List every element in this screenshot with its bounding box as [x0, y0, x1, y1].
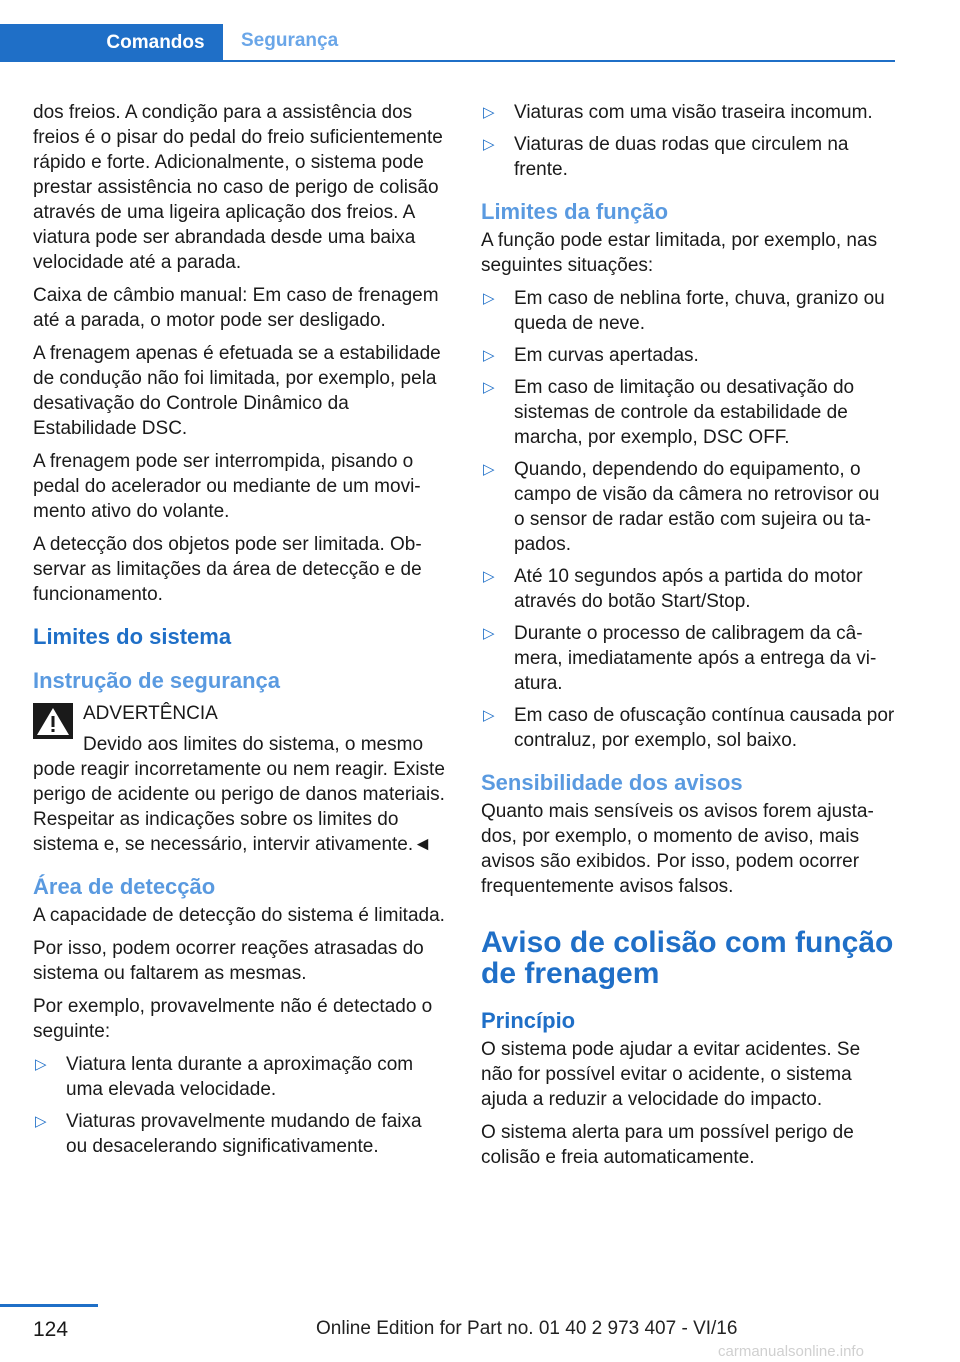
heading-principio: Princípio [481, 1008, 576, 1033]
list-item: ▷ Viatura lenta durante a aproximação com uma elevada velocidade. [35, 1054, 414, 1100]
list [33, 1052, 447, 1159]
triangle-bullet-icon: ▷ [483, 290, 495, 307]
list-item: ▷ Em caso de ofuscação contínua causada por contraluz, por exemplo, sol baixo. [483, 705, 895, 751]
heading-instrucao-de-seguranca: Instrução de segurança [33, 668, 280, 693]
triangle-bullet-icon: ▷ [35, 1056, 47, 1073]
list-item: ▷ Em curvas apertadas. [483, 345, 699, 366]
paragraph: A função pode estar limitada, por exemplo, nas seguintes situações: [481, 230, 878, 276]
page-header [0, 0, 895, 62]
list-item: ▷ Em caso de limitação ou desativação do sistemas de controle da estabilidade de marcha, por exemplo, DSC OFF. [483, 377, 855, 448]
list-item: ▷ Durante o processo de calibragem da câmera, imediatamente após a entrega da viatura. [483, 623, 877, 694]
triangle-bullet-icon: ▷ [483, 707, 495, 724]
paragraph: Caixa de câmbio manual: Em caso de frenagem até a parada, o motor pode ser desligado. [33, 285, 439, 331]
section-tab-seguranca: Segurança [241, 30, 339, 51]
list-item: ▷ Viaturas provavelmente mudando de faixa ou desacelerando significativamente. [35, 1111, 422, 1157]
paragraph: O sistema alerta para um possível perigo de colisão e freia automaticamente. [481, 1122, 854, 1168]
triangle-bullet-icon: ▷ [483, 625, 495, 642]
warning-title: ADVERTÊNCIA [83, 703, 218, 724]
paragraph: Por isso, podem ocorrer reações atrasadas do sistema ou faltarem as mesmas. [33, 938, 424, 984]
list-item: ▷ Viaturas com uma visão traseira incomum. [483, 102, 873, 123]
footer-rule [0, 1304, 98, 1307]
warning-text: Devido aos limites do sistema, o mesmo pode reagir incorretamente ou nem reagir. Existe perigo de acidente ou perigo de danos materiais. Respeitar as indicações sobre os limites do sistema e, se necessário, intervir ativamente.◄ [33, 734, 445, 855]
list-item: ▷ Em caso de neblina forte, chuva, granizo ou queda de neve. [483, 288, 885, 334]
watermark: carmanualsonline.info [718, 1343, 864, 1360]
warning-block [33, 701, 447, 726]
edition-note: Online Edition for Part no. 01 40 2 973 407 - VI/16 [316, 1318, 738, 1339]
triangle-bullet-icon: ▷ [483, 568, 495, 585]
paragraph: A frenagem apenas é efetuada se a estabilidade de condução não foi limitada, por exemplo, pela desativação do Controle Dinâmico da Estabilidade DSC. [33, 343, 441, 439]
left-column [33, 100, 447, 1167]
paragraph: O sistema pode ajudar a evitar acidentes. Se não for possível evitar o acidente, o sistema ajuda a reduzir a velocidade do impacto. [481, 1039, 861, 1110]
section-tab-comandos: Comandos [0, 24, 223, 62]
list [481, 286, 895, 753]
heading-sensibilidade-dos-avisos: Sensibilidade dos avisos [481, 770, 743, 795]
chapter-title: Aviso de colisão com função de frenagem [481, 926, 894, 990]
triangle-bullet-icon: ▷ [483, 379, 495, 396]
paragraph: A capacidade de detecção do sistema é limitada. [33, 905, 445, 926]
right-column [481, 100, 895, 1178]
paragraph: Por exemplo, provavelmente não é detectado o seguinte: [33, 996, 433, 1042]
list-item: ▷ Quando, dependendo do equipamento, o campo de visão da câmera no retrovisor ou o sensor de radar estão com sujeira ou tapados. [483, 459, 880, 555]
heading-limites-da-funcao: Limites da função [481, 199, 669, 224]
paragraph: Quanto mais sensíveis os avisos forem ajustados, por exemplo, o momento de aviso, mais avisos são exibidos. Por isso, podem ocorrer frequentemente avisos falsos. [481, 801, 874, 897]
triangle-bullet-icon: ▷ [35, 1113, 47, 1130]
triangle-bullet-icon: ▷ [483, 347, 495, 364]
list-item: ▷ Viaturas de duas rodas que circulem na frente. [483, 134, 849, 180]
page-number: 124 [33, 1318, 69, 1341]
paragraph: dos freios. A condição para a assistência dos freios é o pisar do pedal do freio suficientemente rápido e forte. Adicionalmente, o sistema pode prestar assistência no caso de perigo de colisão através de uma ligeira aplicação dos freios. A viatura pode ser abrandada desde uma baixa velocidade até a parada. [33, 102, 443, 273]
heading-limites-do-sistema: Limites do sistema [33, 624, 232, 649]
paragraph: A frenagem pode ser interrompida, pisando o pedal do acelerador ou mediante de um movimento ativo do volante. [33, 451, 421, 522]
triangle-bullet-icon: ▷ [483, 136, 495, 153]
triangle-bullet-icon: ▷ [483, 461, 495, 478]
triangle-bullet-icon: ▷ [483, 104, 495, 121]
heading-area-de-deteccao: Área de detecção [33, 874, 216, 899]
warning-triangle-icon [33, 703, 73, 739]
list-item: ▷ Até 10 segundos após a partida do motor através do botão Start/Stop. [483, 566, 863, 612]
list [481, 100, 895, 182]
paragraph: A detecção dos objetos pode ser limitada. Observar as limitações da área de detecção e de funcionamento. [33, 534, 422, 605]
